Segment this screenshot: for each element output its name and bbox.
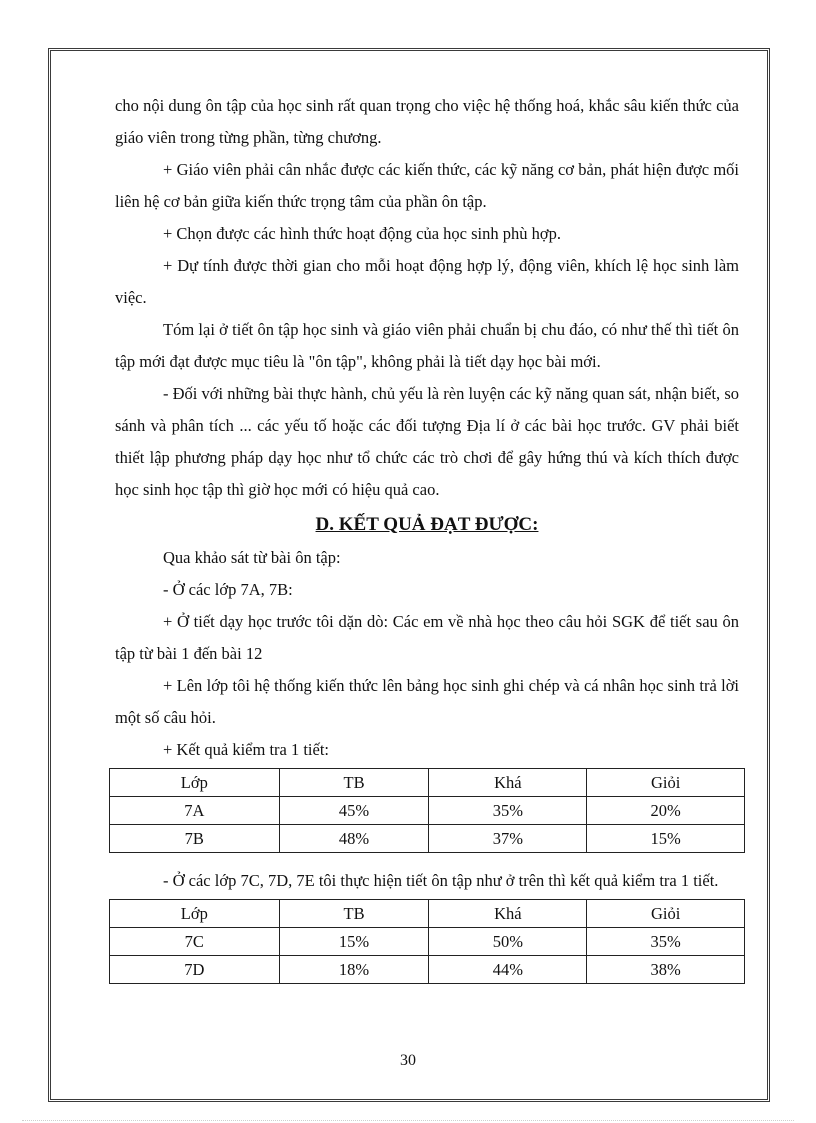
table-cell: 37% bbox=[429, 825, 587, 853]
header-cell-kha: Khá bbox=[429, 769, 587, 797]
between-tables-paragraph: - Ở các lớp 7C, 7D, 7E tôi thực hiện tiết ôn tập như ở trên thì kết quả kiểm tra 1 tiết. bbox=[163, 871, 719, 890]
table-cell: 7C bbox=[110, 928, 280, 956]
results-table-1 bbox=[109, 768, 745, 853]
paragraph-1: cho nội dung ôn tập của học sinh rất quan trọng cho việc hệ thống hoá, khắc sâu kiến thức của giáo viên trong từng phần, từng chương. bbox=[115, 96, 739, 147]
header-cell-gioi: Giỏi bbox=[587, 769, 745, 797]
paragraph-5: Tóm lại ở tiết ôn tập học sinh và giáo viên phải chuẩn bị chu đáo, có như thế thì tiết ôn tập mới đạt được mục tiêu là "ôn tập", không phải là tiết dạy học bài mới. bbox=[115, 320, 739, 371]
header-cell-gioi: Giỏi bbox=[587, 900, 745, 928]
table-cell: 50% bbox=[429, 928, 587, 956]
table-cell: 48% bbox=[279, 825, 429, 853]
section-heading: D. KẾT QUẢ ĐẠT ĐƯỢC: bbox=[315, 514, 539, 535]
section-paragraph-5: + Kết quả kiểm tra 1 tiết: bbox=[163, 740, 330, 759]
document-body bbox=[115, 90, 739, 984]
table-row bbox=[110, 825, 745, 853]
table-cell: 20% bbox=[587, 797, 745, 825]
table-header-row bbox=[110, 769, 745, 797]
header-cell-tb: TB bbox=[279, 900, 429, 928]
section-paragraph-3: + Ở tiết dạy học trước tôi dặn dò: Các em về nhà học theo câu hỏi SGK để tiết sau ôn tập từ bài 1 đến bài 12 bbox=[115, 612, 739, 663]
section-paragraph-2: - Ở các lớp 7A, 7B: bbox=[163, 580, 293, 599]
table-cell: 38% bbox=[587, 956, 745, 984]
page-number: 30 bbox=[400, 1052, 416, 1069]
paragraph-3: + Chọn được các hình thức hoạt động của học sinh phù hợp. bbox=[163, 224, 561, 243]
table-row bbox=[110, 928, 745, 956]
paragraph-4: + Dự tính được thời gian cho mỗi hoạt động hợp lý, động viên, khích lệ học sinh làm việc. bbox=[115, 256, 739, 307]
header-cell-tb: TB bbox=[279, 769, 429, 797]
header-cell-class: Lớp bbox=[110, 769, 280, 797]
table-gap bbox=[115, 853, 739, 865]
header-cell-class: Lớp bbox=[110, 900, 280, 928]
section-paragraph-1: Qua khảo sát từ bài ôn tập: bbox=[163, 548, 341, 567]
section-paragraph-4: + Lên lớp tôi hệ thống kiến thức lên bảng học sinh ghi chép và cá nhân học sinh trả lời một số câu hỏi. bbox=[115, 676, 739, 727]
table-cell: 18% bbox=[279, 956, 429, 984]
table-cell: 45% bbox=[279, 797, 429, 825]
table-header-row bbox=[110, 900, 745, 928]
table-cell: 7B bbox=[110, 825, 280, 853]
table-cell: 15% bbox=[587, 825, 745, 853]
table-cell: 15% bbox=[279, 928, 429, 956]
table-cell: 44% bbox=[429, 956, 587, 984]
footer-divider bbox=[22, 1120, 794, 1121]
table-row bbox=[110, 956, 745, 984]
header-cell-kha: Khá bbox=[429, 900, 587, 928]
table-cell: 35% bbox=[429, 797, 587, 825]
table-cell: 7A bbox=[110, 797, 280, 825]
results-table-2 bbox=[109, 899, 745, 984]
table-cell: 35% bbox=[587, 928, 745, 956]
table-row bbox=[110, 797, 745, 825]
table-cell: 7D bbox=[110, 956, 280, 984]
paragraph-2: + Giáo viên phải cân nhắc được các kiến thức, các kỹ năng cơ bản, phát hiện được mối liên hệ cơ bản giữa kiến thức trọng tâm của phần ôn tập. bbox=[115, 160, 739, 211]
paragraph-6: - Đối với những bài thực hành, chủ yếu là rèn luyện các kỹ năng quan sát, nhận biết, so sánh và phân tích ... các yếu tố hoặc các đối tượng Địa lí ở các bài học trước. GV phải biết thiết lập phương pháp dạy học như tổ chức các trò chơi để gây hứng thú và kích thích được học sinh học tập thì giờ học mới có hiệu quả cao. bbox=[115, 384, 739, 499]
